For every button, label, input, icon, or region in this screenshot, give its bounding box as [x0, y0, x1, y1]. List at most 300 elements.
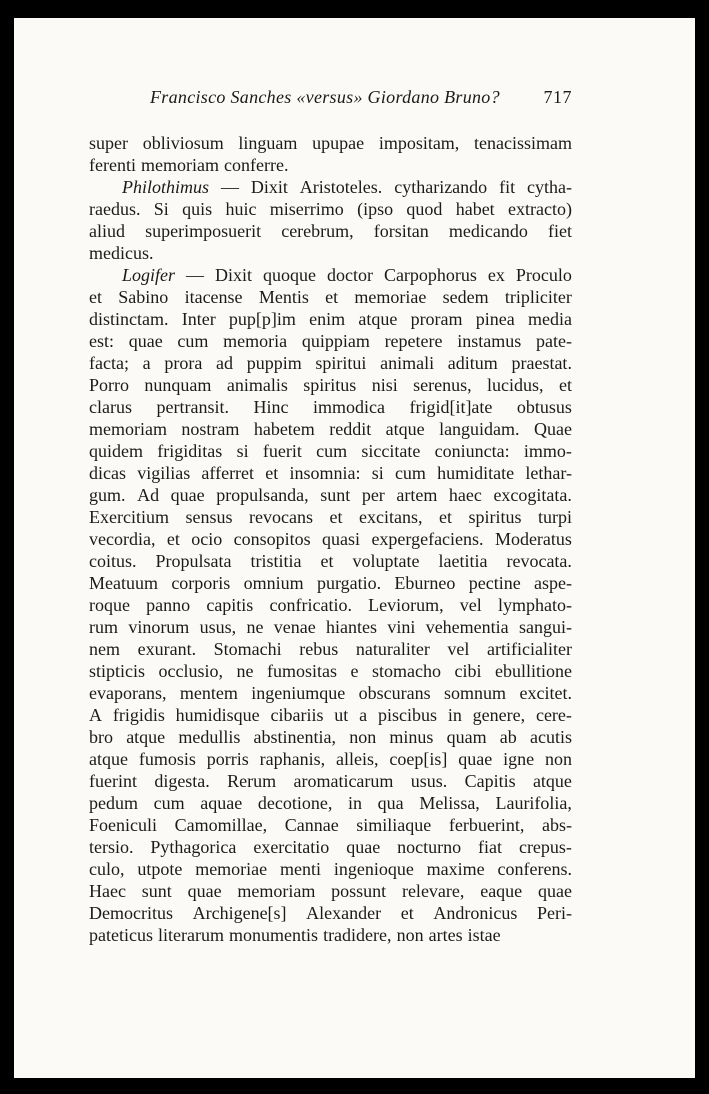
text-line — [89, 264, 572, 286]
word: tristitia — [250, 551, 302, 571]
word: ex — [487, 265, 505, 285]
word: miserrimo — [269, 199, 344, 219]
word: pectine — [468, 573, 521, 593]
word: in — [348, 793, 363, 813]
word: memoriae — [354, 287, 427, 307]
word: cere- — [535, 705, 572, 725]
word: Eburneo — [394, 573, 456, 593]
word: afferret — [201, 463, 255, 483]
word: gum. — [89, 485, 126, 505]
word: eaque — [480, 881, 523, 901]
word: vinorum — [128, 617, 190, 637]
word: aquae — [200, 793, 243, 813]
word: medicando — [448, 221, 528, 241]
word: superimposuerit — [145, 221, 262, 241]
word: Cannae — [284, 815, 339, 835]
word: habetem — [253, 419, 315, 439]
word: monumentis — [229, 925, 319, 945]
text-line — [89, 836, 572, 858]
text-line — [89, 682, 572, 704]
word: tradidere, — [323, 925, 392, 945]
text-line — [89, 748, 572, 770]
word: purgatio. — [316, 573, 382, 593]
word: sensus — [185, 507, 233, 527]
word: Foeniculi — [89, 815, 157, 835]
word: Propulsata — [155, 551, 232, 571]
word: a — [142, 353, 151, 373]
word: fumositas — [267, 661, 338, 681]
word: aditum — [447, 353, 498, 373]
word: dicas — [89, 463, 126, 483]
text-line — [89, 814, 572, 836]
word: fit — [499, 177, 516, 197]
book-page — [14, 18, 695, 1078]
word: rum — [89, 617, 118, 637]
word: raedus. — [89, 199, 141, 219]
word: et — [166, 529, 180, 549]
word: vigilias — [137, 463, 191, 483]
text-line — [89, 396, 572, 418]
word: et — [325, 287, 339, 307]
word: fuerint — [89, 771, 137, 791]
word: cibariis — [270, 705, 324, 725]
word: et — [320, 551, 334, 571]
word: cytharizando — [394, 177, 488, 197]
text-line — [89, 660, 572, 682]
text-line — [89, 330, 572, 352]
word: capitis — [206, 595, 254, 615]
word: ocio — [191, 529, 223, 549]
word: ut — [334, 705, 349, 725]
word: somnum — [444, 683, 507, 703]
word: et — [438, 507, 452, 527]
text-line — [89, 198, 572, 220]
word: aliud — [89, 221, 125, 241]
word: vini — [387, 617, 416, 637]
word: lucidus, — [487, 375, 544, 395]
page-number: 717 — [543, 87, 572, 107]
word: atque — [532, 771, 572, 791]
word: immodica — [312, 397, 385, 417]
word: raphanis, — [259, 749, 326, 769]
word: mentem — [179, 683, 238, 703]
word: quam — [446, 727, 487, 747]
word: maxime — [426, 859, 485, 879]
word: acutis — [529, 727, 572, 747]
word: atque — [89, 749, 128, 769]
word: obliviosum — [142, 133, 224, 153]
word: stipticis — [89, 661, 146, 681]
word: memoriam — [141, 155, 219, 175]
text-line — [89, 770, 572, 792]
word: panno — [146, 595, 191, 615]
text-line — [89, 528, 572, 550]
word: memoriam — [237, 881, 316, 901]
word: languidam. — [439, 419, 520, 439]
word: pinea — [475, 309, 515, 329]
word: pateticus — [89, 925, 153, 945]
word: Peri- — [536, 903, 572, 923]
word: occlusio, — [158, 661, 224, 681]
body-text — [89, 132, 572, 946]
word: ferenti — [89, 155, 136, 175]
word: Haec — [89, 881, 126, 901]
word: qua — [377, 793, 404, 813]
word: tripliciter — [504, 287, 572, 307]
word: bro — [89, 727, 113, 747]
word: usus. — [410, 771, 448, 791]
word: revocata. — [506, 551, 572, 571]
word: haec — [448, 485, 482, 505]
word: si — [236, 441, 249, 461]
word: Ad — [137, 485, 160, 505]
word: genere, — [472, 705, 526, 725]
word: quippiam — [301, 331, 370, 351]
text-line — [89, 286, 572, 308]
word: Democritus — [89, 903, 173, 923]
word: Mentis — [258, 287, 309, 307]
word: Meatuum — [89, 573, 158, 593]
text-line — [89, 616, 572, 638]
word: possunt — [331, 881, 387, 901]
word: roque — [89, 595, 130, 615]
word: quae — [537, 881, 572, 901]
text-line — [89, 440, 572, 462]
word: piscibus — [377, 705, 437, 725]
word: abs- — [541, 815, 572, 835]
word: frigidis — [112, 705, 165, 725]
word: in — [447, 705, 462, 725]
word: atque — [126, 727, 166, 747]
word: siccitate — [361, 441, 421, 461]
word: fiet — [547, 221, 572, 241]
word: instamus — [457, 331, 522, 351]
word: Andronicus — [433, 903, 518, 923]
word: aromaticarum — [293, 771, 394, 791]
word: medullis — [178, 727, 241, 747]
word: expergefaciens. — [371, 529, 484, 549]
word: repetere — [384, 331, 443, 351]
word: atque — [385, 419, 425, 439]
word: ne — [246, 617, 264, 637]
word: Proculo — [515, 265, 572, 285]
word: si — [371, 463, 384, 483]
word: et — [265, 463, 279, 483]
word: vehementia — [425, 617, 509, 637]
word: exurant. — [137, 639, 197, 659]
word: pertransit. — [156, 397, 229, 417]
word: nem — [89, 639, 120, 659]
word: turpi — [537, 507, 572, 527]
text-line — [89, 792, 572, 814]
word: conferens. — [497, 859, 572, 879]
text-line — [89, 154, 572, 176]
word: propulsanda, — [216, 485, 309, 505]
word: exercitatio — [253, 837, 330, 857]
word: conferre. — [224, 155, 289, 175]
word: impositam, — [378, 133, 460, 153]
word: doctor — [326, 265, 373, 285]
word: cum — [177, 331, 209, 351]
word: quae — [187, 881, 222, 901]
word: coep[is] — [389, 749, 448, 769]
word: Dixit — [250, 177, 288, 197]
word: memoriam — [89, 419, 167, 439]
word: cibi — [454, 661, 482, 681]
word: et — [329, 507, 343, 527]
text-line — [89, 704, 572, 726]
word: atque — [358, 309, 398, 329]
word: vecordia, — [89, 529, 156, 549]
word: non — [396, 925, 424, 945]
word: digesta. — [154, 771, 210, 791]
word: obtusus — [516, 397, 572, 417]
word: Aristoteles. — [299, 177, 383, 197]
word: excitet. — [519, 683, 572, 703]
word: a — [359, 705, 368, 725]
word: venae — [273, 617, 316, 637]
text-line — [89, 242, 572, 264]
word: coniuncta: — [434, 441, 510, 461]
word: artem — [396, 485, 438, 505]
word: ne — [236, 661, 254, 681]
word: pedum — [89, 793, 138, 813]
word: itacense — [184, 287, 243, 307]
word: memoriae — [195, 859, 268, 879]
word: spiritus — [468, 507, 522, 527]
word: utpote — [137, 859, 183, 879]
word: ab — [499, 727, 517, 747]
word: immo- — [523, 441, 572, 461]
text-line — [89, 506, 572, 528]
word: praestat. — [511, 353, 572, 373]
text-line — [89, 638, 572, 660]
word: sunt — [141, 881, 172, 901]
word: Moderatus — [494, 529, 572, 549]
text-line — [89, 924, 572, 946]
word: frigiditas — [157, 441, 223, 461]
text-line — [89, 858, 572, 880]
word: menti — [280, 859, 321, 879]
text-line — [89, 308, 572, 330]
word: lymphato- — [497, 595, 572, 615]
word: abstinentia, — [253, 727, 337, 747]
word: Stomachi — [213, 639, 282, 659]
text-line — [89, 352, 572, 374]
word: animali — [380, 353, 435, 373]
word: Quae — [533, 419, 572, 439]
text-line — [89, 220, 572, 242]
word: nocturno — [397, 837, 462, 857]
word: huic — [225, 199, 257, 219]
word: frigid[it]ate — [409, 397, 493, 417]
word: A — [89, 705, 102, 725]
text-line — [89, 484, 572, 506]
word: corporis — [171, 573, 231, 593]
word: nisi — [371, 375, 398, 395]
text-line — [89, 572, 572, 594]
text-line — [89, 132, 572, 154]
word: Laurifolia, — [495, 793, 572, 813]
word: laetitia — [438, 551, 488, 571]
word: aspe- — [534, 573, 572, 593]
word: Hinc — [253, 397, 289, 417]
word: medicus. — [89, 243, 154, 263]
word: fiat — [478, 837, 503, 857]
word: animalis — [226, 375, 288, 395]
word: puppim — [246, 353, 302, 373]
word: excogitata. — [493, 485, 572, 505]
text-line — [89, 418, 572, 440]
word: forsitan — [373, 221, 429, 241]
word: porris — [206, 749, 249, 769]
word: confricatio. — [269, 595, 352, 615]
word: naturaliter — [355, 639, 430, 659]
word: facta; — [89, 353, 129, 373]
word: cytha- — [527, 177, 572, 197]
word: istae — [467, 925, 501, 945]
word: stomacho — [372, 661, 442, 681]
word: Melissa, — [419, 793, 480, 813]
word: cum — [394, 463, 426, 483]
word: usus, — [199, 617, 237, 637]
word: quae — [346, 837, 381, 857]
word: per — [361, 485, 385, 505]
word: proram — [410, 309, 463, 329]
word: spiritui — [315, 353, 367, 373]
word: Inter — [181, 309, 216, 329]
word: Dixit — [214, 265, 252, 285]
word: omnium — [243, 573, 304, 593]
word: voluptate — [352, 551, 420, 571]
word: linguam — [238, 133, 298, 153]
word: decotione, — [257, 793, 333, 813]
word: serenus, — [413, 375, 472, 395]
word: quasi — [322, 529, 361, 549]
word: upupae — [312, 133, 365, 153]
speaker-name: Logifer — [122, 265, 176, 285]
word: crepus- — [518, 837, 572, 857]
word: Si — [153, 199, 169, 219]
word: (ipso — [357, 199, 394, 219]
word: humidisque — [175, 705, 260, 725]
word: obscurans — [358, 683, 431, 703]
text-line — [89, 902, 572, 924]
word: ferbuerint, — [448, 815, 525, 835]
word: extracto) — [508, 199, 572, 219]
word: fuerit — [262, 441, 302, 461]
word: memoria — [223, 331, 288, 351]
speaker-name: Philothimus — [122, 177, 210, 197]
word: Rerum — [227, 771, 277, 791]
word: sunt — [320, 485, 351, 505]
word: est: — [89, 331, 114, 351]
word: — — [220, 177, 239, 197]
word: ingeniumque — [251, 683, 346, 703]
word: artificialiter — [487, 639, 572, 659]
word: spiritus — [303, 375, 357, 395]
word: Leviorum, — [368, 595, 444, 615]
word: super — [89, 133, 128, 153]
word: literarum — [158, 925, 224, 945]
word: similiaque — [356, 815, 432, 835]
word: enim — [309, 309, 346, 329]
word: revocans — [249, 507, 313, 527]
word: lethar- — [525, 463, 572, 483]
word: non — [349, 727, 377, 747]
word: cum — [316, 441, 348, 461]
word: et — [558, 375, 572, 395]
word: quidem — [89, 441, 143, 461]
word: ad — [216, 353, 234, 373]
word: pate- — [535, 331, 572, 351]
word: cum — [153, 793, 185, 813]
word: Archigene[s] — [192, 903, 287, 923]
text-line — [89, 726, 572, 748]
word: distinctam. — [89, 309, 169, 329]
word: relevare, — [401, 881, 465, 901]
word: minus — [389, 727, 434, 747]
word: evaporans, — [89, 683, 167, 703]
word: excitans, — [358, 507, 423, 527]
word: alleis, — [335, 749, 379, 769]
word: hiantes — [326, 617, 378, 637]
word: quod — [406, 199, 443, 219]
word: rebus — [299, 639, 339, 659]
word: quae — [128, 331, 163, 351]
word: tersio. — [89, 837, 134, 857]
word: humiditate — [437, 463, 515, 483]
word: Carpophorus — [383, 265, 477, 285]
text-line — [89, 176, 572, 198]
word: artes — [428, 925, 463, 945]
word: Sabino — [118, 287, 169, 307]
text-line — [89, 374, 572, 396]
text-line — [89, 594, 572, 616]
word: pup[p]im — [228, 309, 296, 329]
word: tenacissimam — [474, 133, 572, 153]
word: quis — [182, 199, 213, 219]
word: nunquam — [144, 375, 212, 395]
word: — — [186, 265, 204, 285]
word: Exercitium — [89, 507, 169, 527]
running-title: Francisco Sanches «versus» Giordano Bruno? — [150, 87, 500, 107]
word: Porro — [89, 375, 129, 395]
text-line — [89, 880, 572, 902]
text-line — [89, 462, 572, 484]
running-header — [89, 87, 572, 111]
word: habet — [455, 199, 495, 219]
word: media — [527, 309, 572, 329]
word: non — [544, 749, 572, 769]
word: ingenioque — [333, 859, 414, 879]
word: quae — [458, 749, 493, 769]
word: vel — [447, 639, 470, 659]
word: consopitos — [233, 529, 311, 549]
word: Camomillae, — [174, 815, 268, 835]
word: nostram — [181, 419, 240, 439]
word: quoque — [262, 265, 316, 285]
word: quae — [170, 485, 205, 505]
word: e — [350, 661, 359, 681]
word: vel — [459, 595, 482, 615]
word: ebullitione — [495, 661, 572, 681]
text-line — [89, 550, 572, 572]
word: fumosis — [138, 749, 196, 769]
word: clarus — [89, 397, 132, 417]
word: igne — [503, 749, 535, 769]
word: Capitis — [464, 771, 516, 791]
